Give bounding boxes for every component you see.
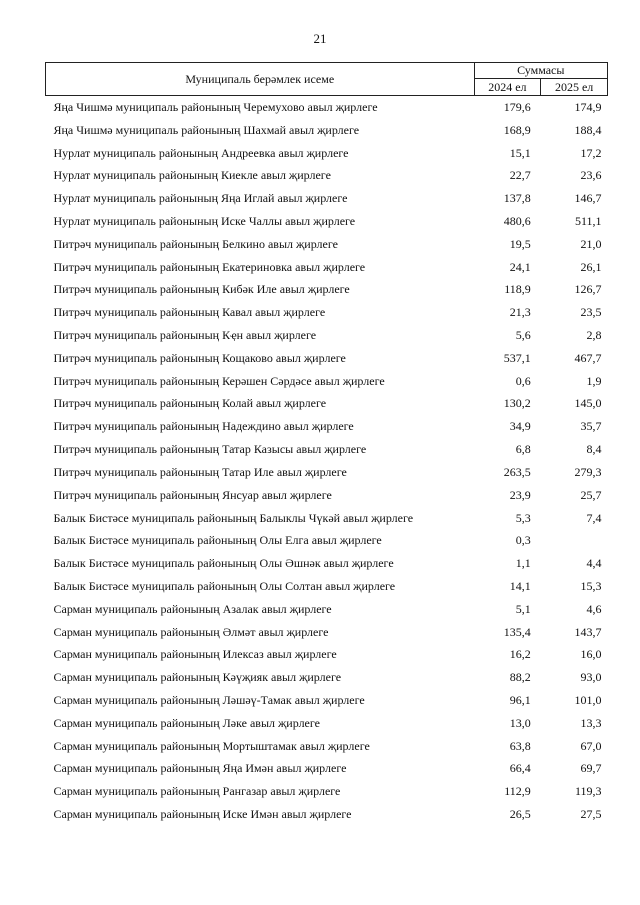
value-2025-cell: 101,0: [574, 693, 602, 708]
municipality-name-cell: Питрәч муниципаль районының Кибәк Иле авыл җирлеге: [53, 282, 350, 297]
value-2024-cell: 5,3: [515, 510, 531, 525]
value-2024-cell: 96,1: [509, 693, 531, 708]
table-row: [46, 210, 608, 233]
municipality-name-cell: Питрәч муниципаль районының Кҿн авыл җирлеге: [53, 328, 317, 343]
value-2024-cell: 15,1: [509, 145, 531, 160]
value-2025-cell: 16,0: [580, 647, 602, 662]
value-2024-cell: 0,3: [515, 533, 531, 548]
table-row: [46, 187, 608, 210]
municipality-name-cell: Яңа Чишмә муниципаль районының Черемухово авыл җирлеге: [53, 99, 378, 114]
value-2025-cell: 119,3: [574, 784, 602, 799]
municipality-name-cell: Питрәч муниципаль районының Колай авыл җирлеге: [53, 396, 327, 411]
municipality-name-cell: Сарман муниципаль районының Рангазар авыл җирлеге: [53, 784, 341, 799]
municipality-name-cell: Нурлат муниципаль районының Яңа Иглай авыл җирлеге: [53, 191, 348, 206]
table-row: [46, 119, 608, 142]
table-row: [46, 233, 608, 256]
value-2025-cell: 25,7: [580, 487, 602, 502]
value-2024-cell: 14,1: [509, 578, 531, 593]
municipality-name-cell: Питрәч муниципаль районының Белкино авыл җирлеге: [53, 236, 338, 251]
table-row: [46, 301, 608, 324]
value-2024-cell: 263,5: [503, 464, 531, 479]
municipality-name-cell: Сарман муниципаль районының Иске Имән авыл җирлеге: [53, 807, 352, 822]
municipality-name-cell: Балык Бистәсе муниципаль районының Олы Солтан авыл җирлеге: [53, 578, 396, 593]
value-2025-cell: 23,6: [580, 168, 602, 183]
value-2024-cell: 16,2: [509, 647, 531, 662]
value-2025-cell: 26,1: [580, 259, 602, 274]
value-2024-cell: 26,5: [509, 807, 531, 822]
table-row: [46, 644, 608, 667]
municipality-name-cell: Сарман муниципаль районының Мортыштамак авыл җирлеге: [53, 738, 370, 753]
column-header-name: Муниципаль берәмлек исеме: [46, 63, 475, 96]
value-2024-cell: 63,8: [509, 738, 531, 753]
value-2025-cell: 23,5: [580, 305, 602, 320]
value-2024-cell: 130,2: [503, 396, 531, 411]
value-2025-cell: 188,4: [574, 122, 602, 137]
table-row: [46, 142, 608, 165]
municipality-name-cell: Нурлат муниципаль районының Иске Чаллы авыл җирлеге: [53, 213, 356, 228]
value-2025-cell: 467,7: [574, 350, 602, 365]
table-row: [46, 279, 608, 302]
table-row: [46, 803, 608, 826]
table-row: [46, 415, 608, 438]
value-2025-cell: 13,3: [580, 715, 602, 730]
value-2024-cell: 137,8: [503, 191, 531, 206]
value-2024-cell: 88,2: [509, 670, 531, 685]
value-2024-cell: 66,4: [509, 761, 531, 776]
value-2024-cell: 24,1: [509, 259, 531, 274]
value-2025-cell: 93,0: [580, 670, 602, 685]
table-row: [46, 393, 608, 416]
table-row: [46, 780, 608, 803]
value-2025-cell: 4,4: [586, 556, 602, 571]
value-2025-cell: 67,0: [580, 738, 602, 753]
table-row: [46, 712, 608, 735]
table-row: [46, 552, 608, 575]
table-row: [46, 621, 608, 644]
value-2025-cell: 69,7: [580, 761, 602, 776]
table-row: [46, 529, 608, 552]
municipality-name-cell: Питрәч муниципаль районының Надеждино авыл җирлеге: [53, 419, 354, 434]
table-row: [46, 164, 608, 187]
value-2025-cell: 8,4: [586, 442, 602, 457]
municipality-sums-table: [45, 62, 608, 826]
municipality-name-cell: Яңа Чишмә муниципаль районының Шахмай авыл җирлеге: [53, 122, 360, 137]
table-row: [46, 370, 608, 393]
table-row: [46, 461, 608, 484]
value-2025-cell: 1,9: [586, 373, 602, 388]
value-2024-cell: 19,5: [509, 236, 531, 251]
municipality-name-cell: Сарман муниципаль районының Ләке авыл җирлеге: [53, 715, 320, 730]
value-2025-cell: 126,7: [574, 282, 602, 297]
value-2025-cell: 15,3: [580, 578, 602, 593]
municipality-name-cell: Питрәч муниципаль районының Екатериновка авыл җирлеге: [53, 259, 366, 274]
table-row: [46, 735, 608, 758]
value-2025-cell: 17,2: [580, 145, 602, 160]
value-2024-cell: 5,1: [515, 601, 531, 616]
value-2024-cell: 5,6: [515, 328, 531, 343]
value-2024-cell: 118,9: [504, 282, 531, 297]
value-2024-cell: 179,6: [503, 99, 531, 114]
column-header-2025: 2025 ел: [541, 79, 608, 96]
table-row: [46, 484, 608, 507]
municipality-name-cell: Сарман муниципаль районының Әлмәт авыл җирлеге: [53, 624, 329, 639]
value-2024-cell: 6,8: [515, 442, 531, 457]
value-2025-cell: 511,1: [574, 213, 602, 228]
table-row: [46, 598, 608, 621]
table-row: [46, 575, 608, 598]
value-2024-cell: 21,3: [509, 305, 531, 320]
table-row: [46, 438, 608, 461]
table-row: [46, 347, 608, 370]
municipality-name-cell: Сарман муниципаль районының Ләшәү-Тамак авыл җирлеге: [53, 693, 365, 708]
municipality-name-cell: Питрәч муниципаль районының Татар Иле авыл җирлеге: [53, 464, 347, 479]
value-2024-cell: 23,9: [509, 487, 531, 502]
value-2024-cell: 480,6: [503, 213, 531, 228]
table-row: [46, 96, 608, 119]
table-body: [46, 96, 608, 827]
value-2025-cell: 4,6: [586, 601, 602, 616]
column-header-sum: Суммасы: [474, 63, 608, 79]
value-2024-cell: 112,9: [504, 784, 531, 799]
value-2024-cell: 537,1: [503, 350, 531, 365]
municipality-name-cell: Сарман муниципаль районының Яңа Имән авыл җирлеге: [53, 761, 347, 776]
value-2024-cell: 1,1: [515, 556, 531, 571]
value-2025-cell: 35,7: [580, 419, 602, 434]
value-2025-cell: [541, 529, 608, 552]
value-2024-cell: 0,6: [515, 373, 531, 388]
value-2025-cell: 21,0: [580, 236, 602, 251]
table-row: [46, 507, 608, 530]
municipality-name-cell: Нурлат муниципаль районының Киекле авыл җирлеге: [53, 168, 331, 183]
municipality-name-cell: Сарман муниципаль районының Азалак авыл җирлеге: [53, 601, 332, 616]
value-2024-cell: 13,0: [509, 715, 531, 730]
municipality-name-cell: Балык Бистәсе муниципаль районының Олы Әшнәк авыл җирлеге: [53, 556, 394, 571]
value-2025-cell: 279,3: [574, 464, 602, 479]
value-2025-cell: 7,4: [586, 510, 602, 525]
value-2024-cell: 168,9: [503, 122, 531, 137]
value-2025-cell: 2,8: [586, 328, 602, 343]
table-row: [46, 689, 608, 712]
municipality-name-cell: Питрәч муниципаль районының Кавал авыл җирлеге: [53, 305, 326, 320]
value-2024-cell: 135,4: [503, 624, 531, 639]
table-row: [46, 758, 608, 781]
municipality-name-cell: Нурлат муниципаль районының Андреевка авыл җирлеге: [53, 145, 349, 160]
municipality-name-cell: Питрәч муниципаль районының Янсуар авыл җирлеге: [53, 487, 332, 502]
municipality-name-cell: Сарман муниципаль районының Илексаз авыл җирлеге: [53, 647, 337, 662]
column-header-2024: 2024 ел: [474, 79, 541, 96]
municipality-name-cell: Питрәч муниципаль районының Кощаково авыл җирлеге: [53, 350, 346, 365]
table-row: [46, 256, 608, 279]
value-2025-cell: 27,5: [580, 807, 602, 822]
municipality-name-cell: Питрәч муниципаль районының Керәшен Сәрдәсе авыл җирлеге: [53, 373, 385, 388]
municipality-name-cell: Балык Бистәсе муниципаль районының Балыклы Чүкәй авыл җирлеге: [53, 510, 414, 525]
page-number: 21: [313, 31, 327, 46]
value-2024-cell: 34,9: [509, 419, 531, 434]
municipality-name-cell: Питрәч муниципаль районының Татар Казысы авыл җирлеге: [53, 442, 367, 457]
value-2025-cell: 145,0: [574, 396, 602, 411]
municipality-name-cell: Балык Бистәсе муниципаль районының Олы Елга авыл җирлеге: [53, 533, 382, 548]
municipality-name-cell: Сарман муниципаль районының Кәүҗияк авыл җирлеге: [53, 670, 342, 685]
value-2025-cell: 174,9: [574, 99, 602, 114]
table-row: [46, 666, 608, 689]
value-2024-cell: 22,7: [509, 168, 531, 183]
table-row: [46, 324, 608, 347]
value-2025-cell: 146,7: [574, 191, 602, 206]
value-2025-cell: 143,7: [574, 624, 602, 639]
